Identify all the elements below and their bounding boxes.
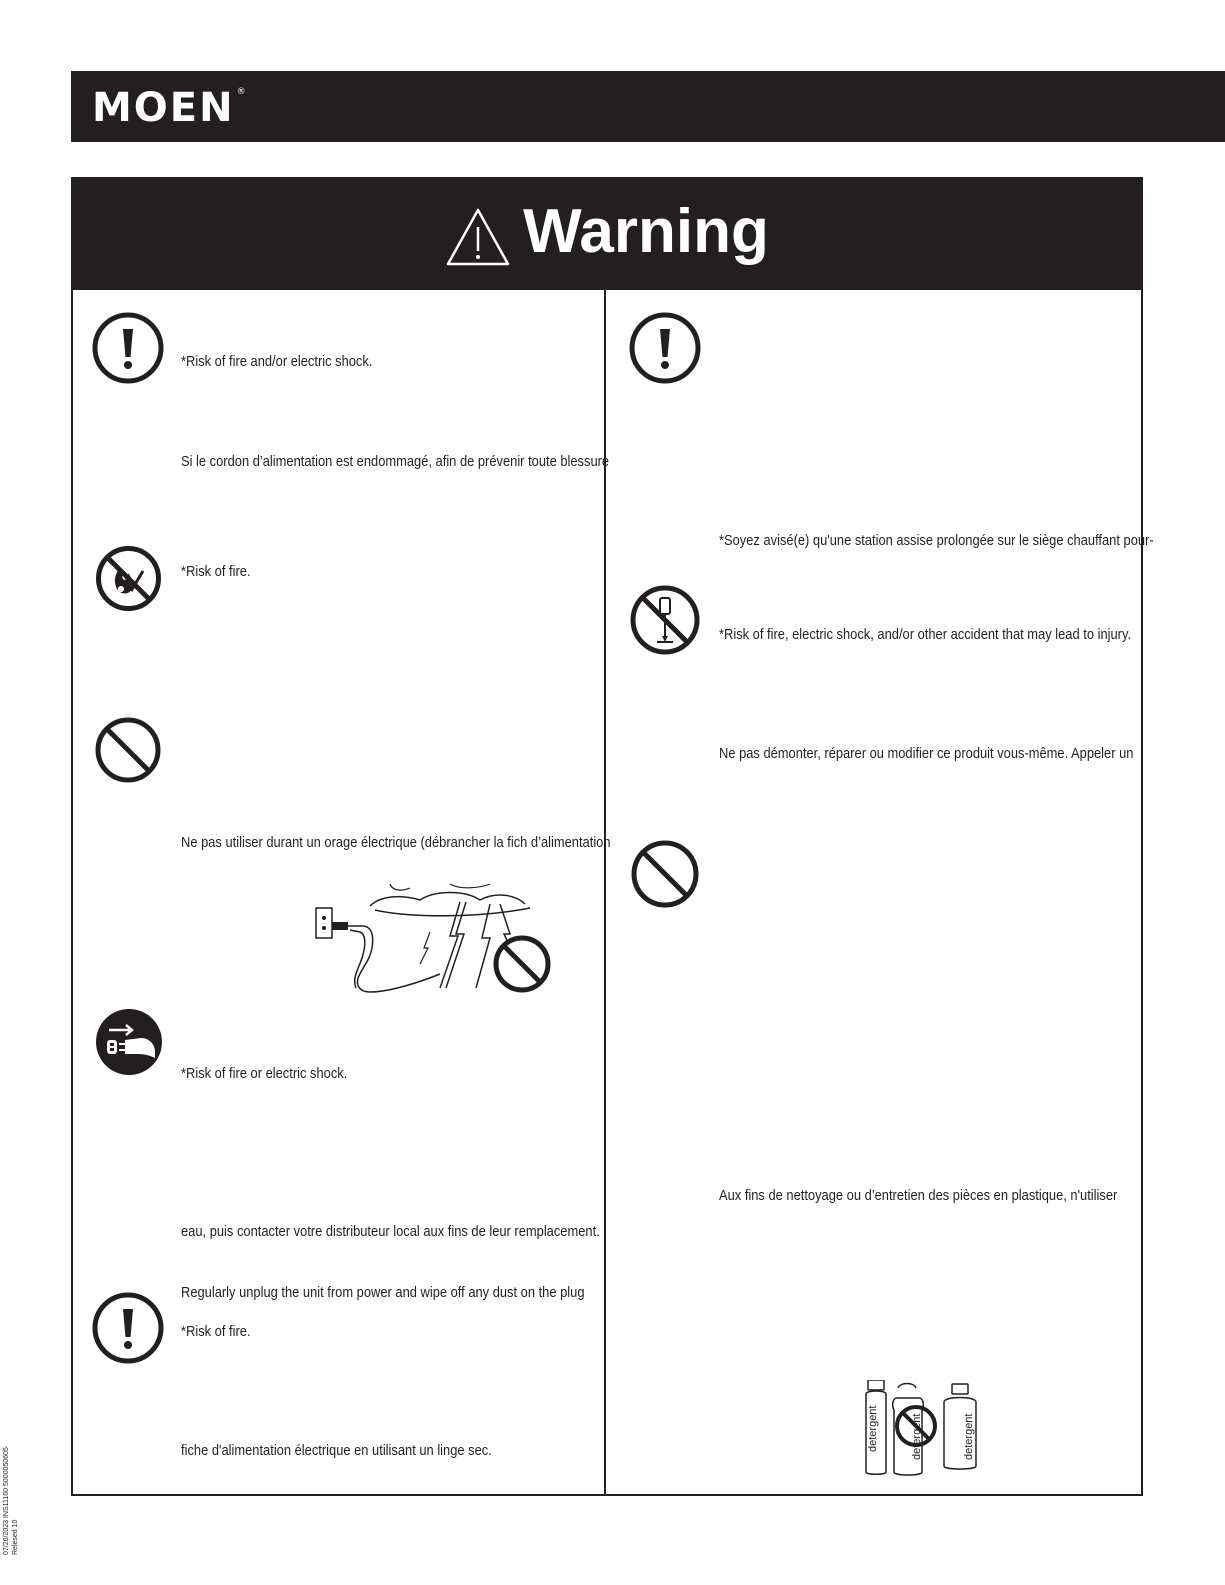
warning-header: [73, 179, 1141, 290]
brand-header: [71, 71, 1225, 142]
disassemble-risk-text: *Risk of fire, electric shock, and/or other accident that may lead to injury.: [719, 626, 1132, 643]
exclamation-circle-icon: [92, 1292, 164, 1364]
detergent-label: detergent: [963, 1413, 975, 1460]
dry-cloth-text-fr: fiche d'alimentation électrique en utilisant un linge sec.: [181, 1442, 492, 1459]
detergent-label: detergent: [867, 1405, 879, 1452]
risk-fire-text: *Risk of fire.: [181, 1323, 251, 1340]
warning-triangle-icon: [445, 207, 511, 267]
no-open-flame-icon: [95, 545, 162, 612]
electrical-storm-text-fr: Ne pas utiliser durant un orage électrique (débrancher la fich d’alimentation: [181, 834, 611, 851]
replacement-text-fr: eau, puis contacter votre distributeur local aux fins de leur remplacement.: [181, 1223, 600, 1240]
document-code: [2, 1447, 20, 1555]
heated-seat-text-fr: *Soyez avisé(e) qu'une station assise prolongée sur le siège chauffant pour-: [719, 532, 1154, 549]
unplug-dust-text: Regularly unplug the unit from power and wipe off any dust on the plug: [181, 1284, 585, 1301]
brand-name: MOEN: [92, 85, 235, 131]
risk-fire-text: *Risk of fire.: [181, 563, 251, 580]
warning-title: Warning: [523, 196, 769, 266]
exclamation-circle-icon: [629, 312, 701, 384]
power-cord-damaged-text-fr: Si le cordon d’alimentation est endommagé, afin de prévenir toute blessure: [181, 453, 610, 470]
cleaning-text-fr: Aux fins de nettoyage ou d’entretien des pièces en plastique, n'utiliser: [719, 1187, 1118, 1204]
prohibited-circle-icon: [94, 716, 162, 784]
exclamation-circle-icon: [92, 312, 164, 384]
moen-logo: [92, 85, 246, 131]
no-disassemble-icon: [629, 584, 701, 656]
unplug-icon: [95, 1008, 163, 1076]
risk-fire-or-shock-text: *Risk of fire or electric shock.: [181, 1065, 348, 1082]
risk-fire-electric-shock-text: *Risk of fire and/or electric shock.: [181, 353, 373, 370]
revision-text: Relesed 10: [12, 1519, 19, 1555]
disassemble-text-fr: Ne pas démonter, réparer ou modifier ce produit vous-même. Appeler un: [719, 745, 1134, 762]
detergent-label: detergent: [911, 1413, 923, 1460]
doc-code-text: 07/26/2023 INS11160 5000050605: [3, 1447, 10, 1555]
prohibited-circle-icon: [630, 839, 700, 909]
registered-mark: ®: [236, 87, 246, 97]
storm-unplug-illustration: [300, 878, 560, 1002]
